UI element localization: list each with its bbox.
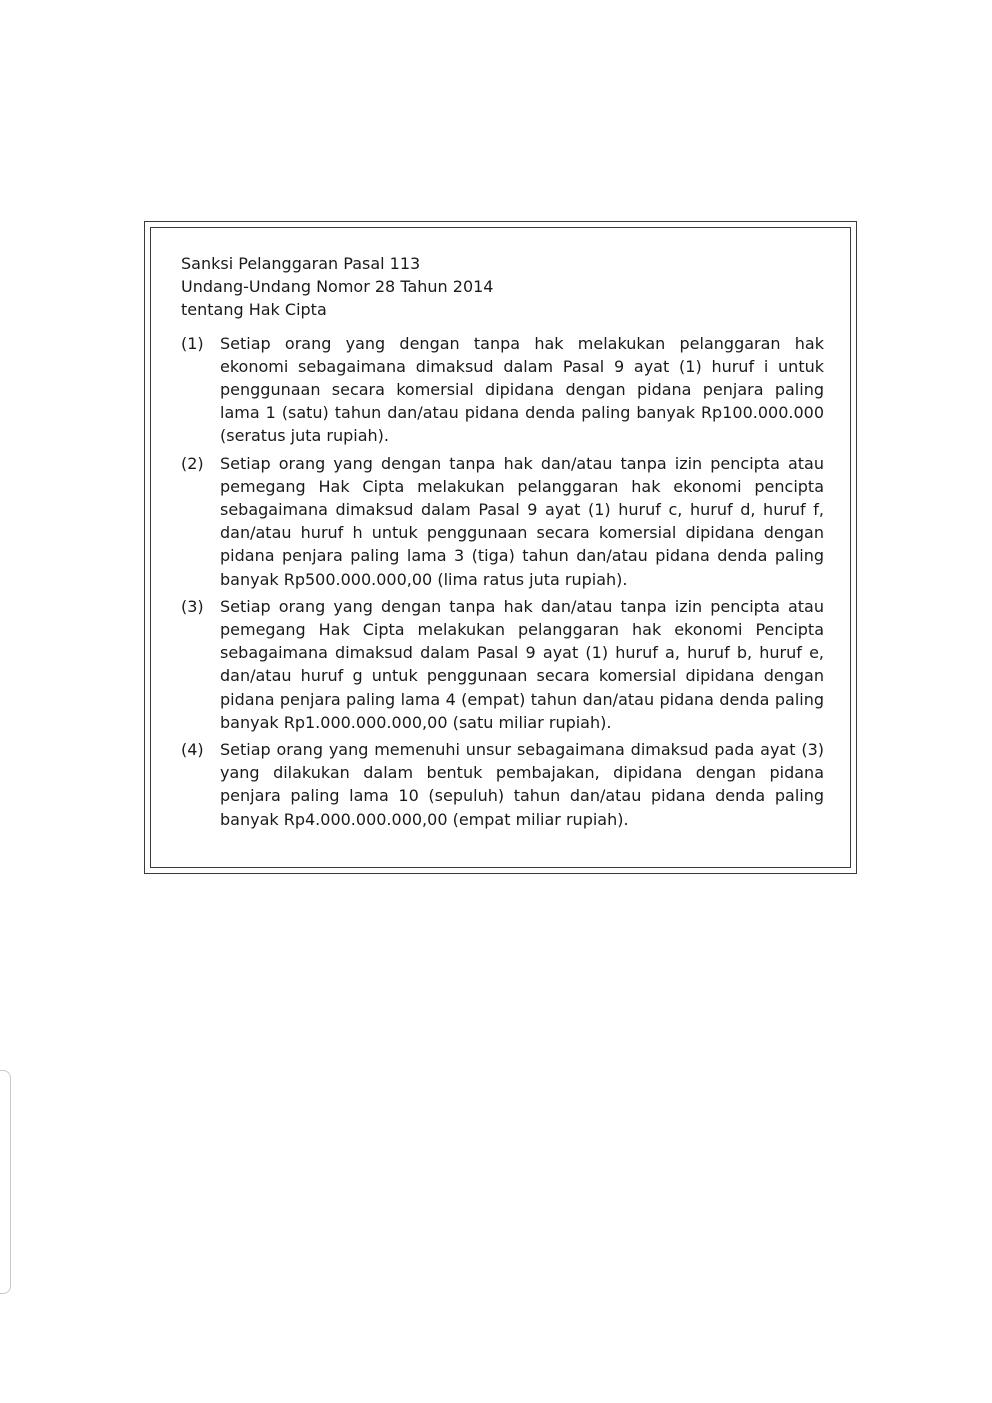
- article-number: (1): [181, 333, 204, 353]
- article-text: Setiap orang yang dengan tanpa hak melakukan pelanggaran hak ekonomi sebagaimana dimaksud dalam Pasal 9 ayat (1) huruf i untuk penggunaan secara komersial dipidana dengan pidana penjara paling lama 1 (satu) tahun dan/atau pidana denda paling banyak Rp100.000.000 (seratus juta rupiah).: [220, 333, 824, 446]
- article-text: Setiap orang yang memenuhi unsur sebagaimana dimaksud pada ayat (3) yang dilakukan dalam bentuk pembajakan, dipidana dengan pidana penjara paling lama 10 (sepuluh) tahun dan/atau pidana denda paling banyak Rp4.000.000.000,00 (empat miliar rupiah).: [220, 740, 824, 829]
- article-number: (2): [181, 453, 204, 473]
- notice-heading: [181, 252, 824, 322]
- side-panel-tab[interactable]: [0, 1070, 11, 1294]
- article-number: (4): [181, 740, 204, 760]
- heading-line-3: tentang Hak Cipta: [181, 300, 327, 320]
- article-item-4: [181, 738, 824, 831]
- heading-line-1: Sanksi Pelanggaran Pasal 113: [181, 254, 421, 273]
- article-item-1: [181, 332, 824, 448]
- article-list: [181, 332, 824, 831]
- sanction-notice: [181, 252, 824, 835]
- article-item-2: [181, 452, 824, 591]
- article-text: Setiap orang yang dengan tanpa hak dan/atau tanpa izin pencipta atau pemegang Hak Cipta melakukan pelanggaran hak ekonomi pencipta sebagaimana dimaksud dalam Pasal 9 ayat (1) huruf c, huruf d, huruf f, dan/atau huruf h untuk penggunaan secara komersial dipidana dengan pidana penjara paling lama 3 (tiga) tahun dan/atau pidana denda paling banyak Rp500.000.000,00 (lima ratus juta rupiah).: [220, 453, 824, 589]
- article-text: Setiap orang yang dengan tanpa hak dan/atau tanpa izin pencipta atau pemegang Hak Cipta melakukan pelanggaran hak ekonomi Pencipta sebagaimana dimaksud dalam Pasal 9 ayat (1) huruf a, huruf b, huruf e, dan/atau huruf g untuk penggunaan secara komersial dipidana dengan pidana penjara paling lama 4 (empat) tahun dan/atau pidana denda paling banyak Rp1.000.000.000,00 (satu miliar rupiah).: [220, 596, 824, 732]
- heading-line-2: Undang-Undang Nomor 28 Tahun 2014: [181, 277, 494, 297]
- article-number: (3): [181, 596, 204, 616]
- article-item-3: [181, 595, 824, 734]
